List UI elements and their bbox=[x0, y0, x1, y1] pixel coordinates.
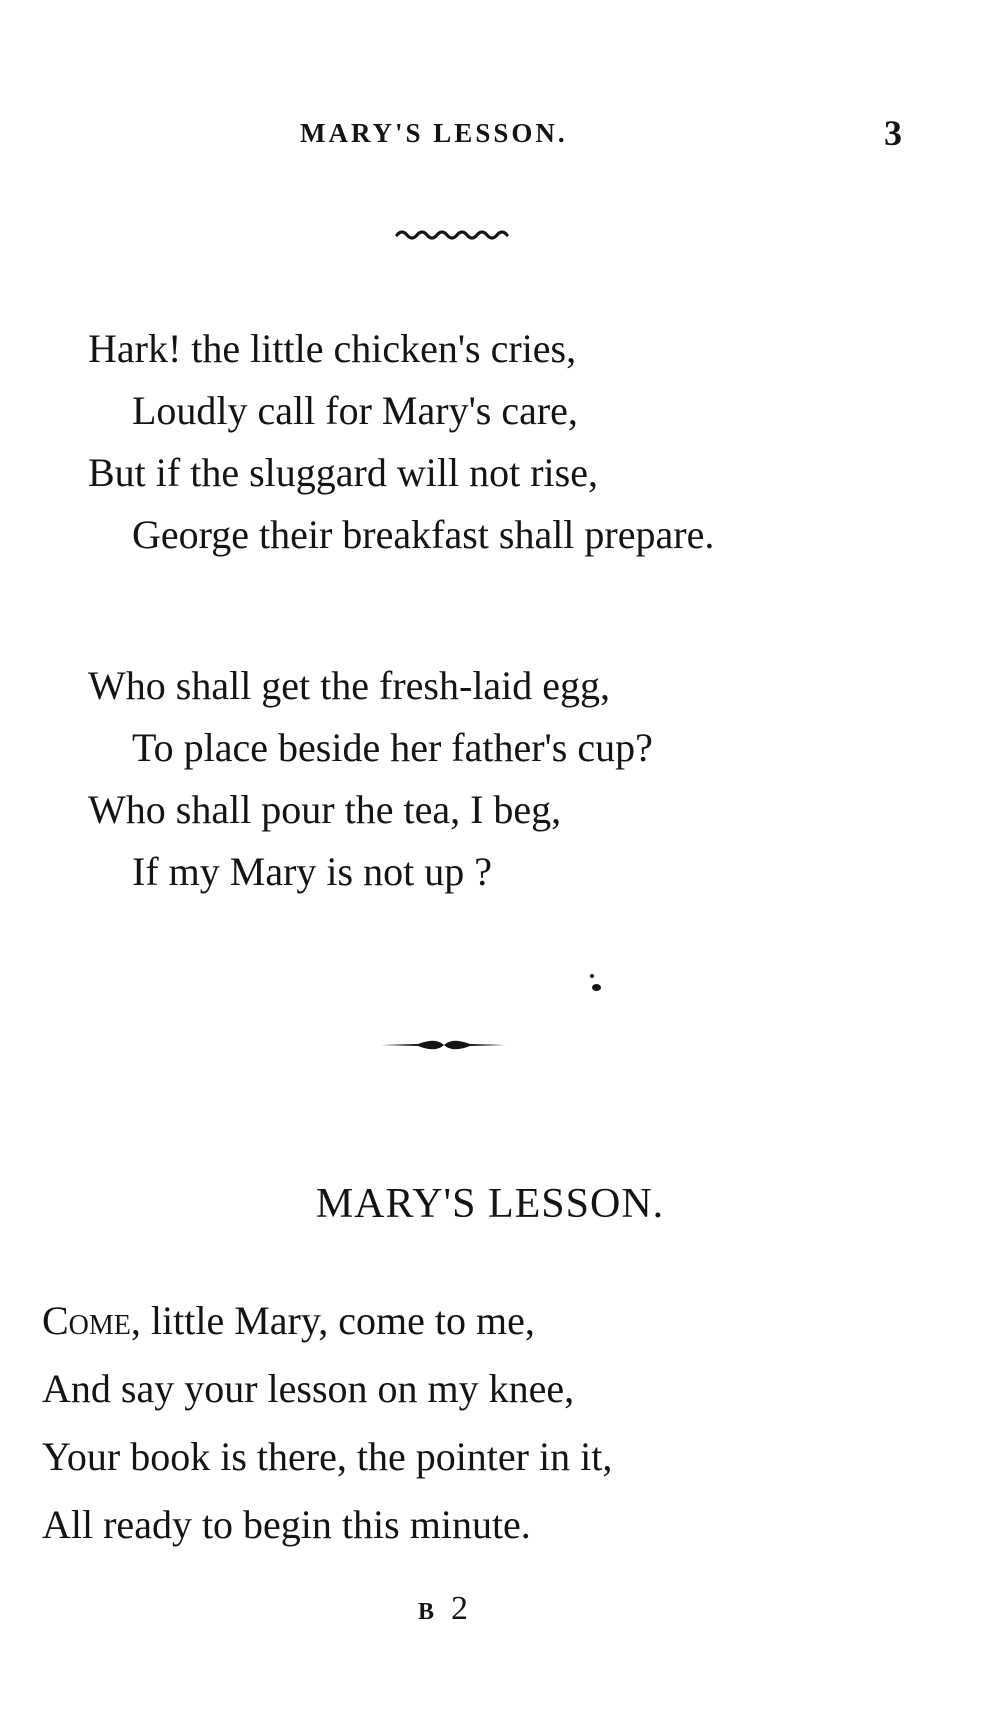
verse-line: George their breakfast shall prepare. bbox=[132, 512, 715, 557]
signature-number: 2 bbox=[451, 1590, 469, 1627]
verse-line bbox=[42, 1298, 535, 1344]
running-head bbox=[0, 113, 1000, 158]
verse-line: Your book is there, the pointer in it, bbox=[42, 1434, 613, 1479]
signature-letter: B bbox=[418, 1599, 436, 1625]
first-line-rest: , little Mary, come to me, bbox=[130, 1298, 535, 1343]
verse-line: Who shall pour the tea, I beg, bbox=[88, 787, 562, 832]
signature-mark bbox=[418, 1590, 468, 1628]
poem-title-text: MARY'S LESSON. bbox=[315, 1181, 665, 1227]
verse-line: Who shall get the fresh-laid egg, bbox=[88, 663, 611, 708]
wavy-ornament bbox=[395, 228, 511, 242]
ink-speck bbox=[592, 984, 601, 991]
verse-line: Hark! the little chicken's cries, bbox=[88, 326, 577, 371]
verse-line: All ready to begin this minute. bbox=[42, 1502, 531, 1547]
verse-line: Loudly call for Mary's care, bbox=[132, 388, 578, 433]
rule-ornament bbox=[378, 1035, 508, 1055]
verse-line: To place beside her father's cup? bbox=[132, 725, 653, 770]
drop-word: Come bbox=[42, 1298, 131, 1343]
ink-speck bbox=[590, 974, 594, 978]
verse-line: If my Mary is not up ? bbox=[132, 849, 492, 894]
page-number: 3 bbox=[884, 113, 902, 153]
poem-title bbox=[0, 1180, 1000, 1228]
verse-line: But if the sluggard will not rise, bbox=[88, 450, 598, 495]
verse-line: And say your lesson on my knee, bbox=[42, 1366, 575, 1411]
running-title: MARY'S LESSON. bbox=[300, 118, 568, 148]
